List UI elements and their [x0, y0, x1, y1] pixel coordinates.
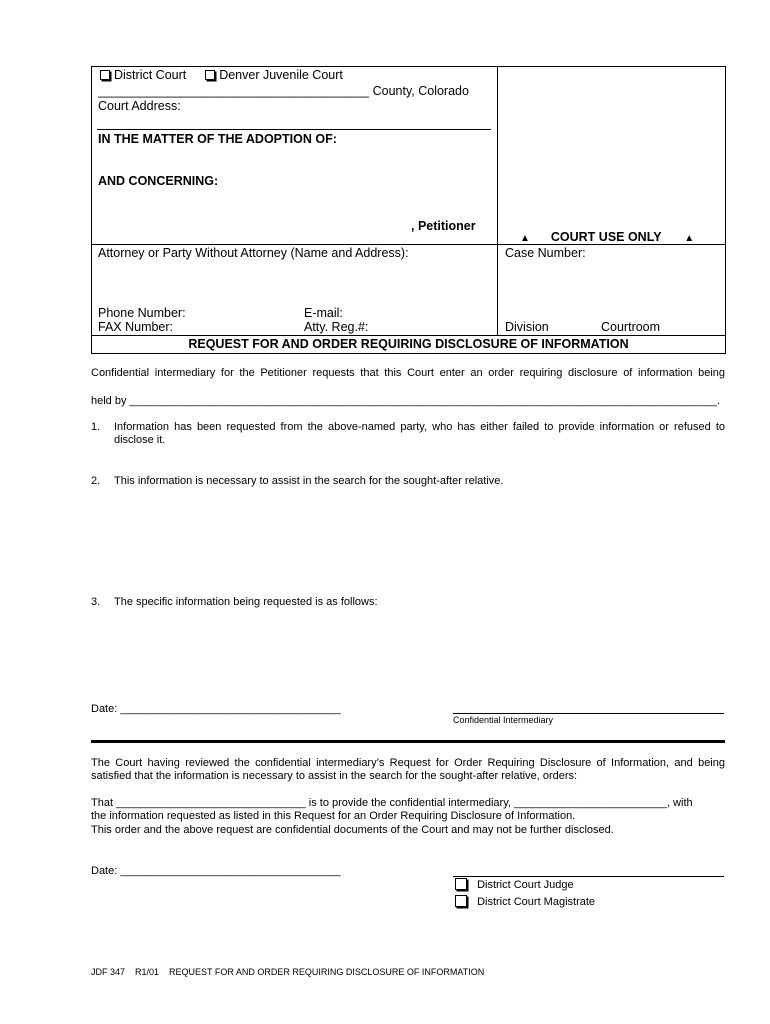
magistrate-option [455, 895, 595, 910]
and-concerning-label: AND CONCERNING: [98, 174, 219, 188]
item-1-number: 1. [91, 421, 101, 433]
court-use-only [520, 230, 694, 244]
signature-line [453, 713, 724, 714]
item-2-text: This information is necessary to assist in the search for the sought-after relative. [114, 475, 504, 487]
court-address-label: Court Address: [98, 99, 181, 113]
caption-row-divider [91, 244, 726, 245]
intro-line-2: held by ________________________________________________________________________________________________. [91, 395, 720, 407]
district-court-checkbox[interactable] [100, 70, 110, 80]
that-line-2: the information requested as listed in this Request for an Order Requiring Disclosure of Information. [91, 810, 576, 822]
county-line: _______________________________________ County, Colorado [98, 84, 469, 98]
item-1-text: Information has been requested from the above-named party, who has either failed to provide information or refused to disclose it. [114, 421, 725, 446]
caption-table [91, 66, 726, 354]
date-line-2: Date: ____________________________________ [91, 865, 341, 877]
title-row-divider [91, 335, 726, 336]
judge-option [455, 878, 574, 893]
up-arrow-icon: ▲ [684, 233, 695, 244]
court-address-underline [97, 129, 491, 130]
up-arrow-icon: ▲ [520, 233, 530, 244]
intro-line-1: Confidential intermediary for the Petitioner requests that this Court enter an order requiring disclosure of information being [91, 367, 725, 379]
district-court-judge-label: District Court Judge [477, 879, 574, 891]
form-title: REQUEST FOR AND ORDER REQUIRING DISCLOSURE OF INFORMATION [188, 337, 629, 351]
that-line: That _______________________________ is to provide the confidential intermediary, _________________________, with [91, 797, 693, 809]
form-footer: JDF 347 R1/01 REQUEST FOR AND ORDER REQUIRING DISCLOSURE OF INFORMATION [91, 967, 485, 977]
item-3-number: 3. [91, 596, 101, 608]
district-court-judge-checkbox[interactable] [455, 878, 467, 890]
in-matter-label: IN THE MATTER OF THE ADOPTION OF: [98, 132, 337, 146]
date-line-1: Date: ____________________________________ [91, 703, 341, 715]
courtroom-label: Courtroom [601, 320, 661, 334]
district-court-magistrate-checkbox[interactable] [455, 895, 467, 907]
phone-label: Phone Number: [98, 306, 186, 320]
item-2-number: 2. [91, 475, 101, 487]
division-label: Division [505, 320, 549, 334]
attorney-label: Attorney or Party Without Attorney (Name and Address): [98, 246, 409, 260]
case-number-label: Case Number: [505, 246, 586, 260]
denver-juvenile-court-checkbox[interactable] [205, 70, 215, 80]
item-3-text: The specific information being requested is as follows: [114, 596, 378, 608]
confidential-intermediary-label: Confidential Intermediary [453, 715, 554, 725]
atty-reg-label: Atty. Reg.#: [304, 320, 369, 334]
order-paragraph: The Court having reviewed the confidential intermediary’s Request for Order Requiring Disclosure of Information, and being satisfied that the information is necessary to assist in the search for the sought-after relative, orders: [91, 757, 725, 782]
caption-divider [497, 66, 498, 335]
district-court-magistrate-label: District Court Magistrate [477, 896, 596, 908]
that-line-3: This order and the above request are confidential documents of the Court and may not be further disclosed. [91, 824, 614, 836]
denver-juvenile-court-label: Denver Juvenile Court [219, 68, 343, 82]
section-divider [91, 740, 725, 743]
district-court-label: District Court [114, 68, 187, 82]
court-checkboxes [100, 68, 343, 82]
fax-label: FAX Number: [98, 320, 174, 334]
judge-signature-line [453, 876, 724, 877]
petitioner-label: , Petitioner [411, 219, 476, 233]
email-label: E-mail: [304, 306, 343, 320]
court-use-only-label: COURT USE ONLY [550, 230, 662, 244]
